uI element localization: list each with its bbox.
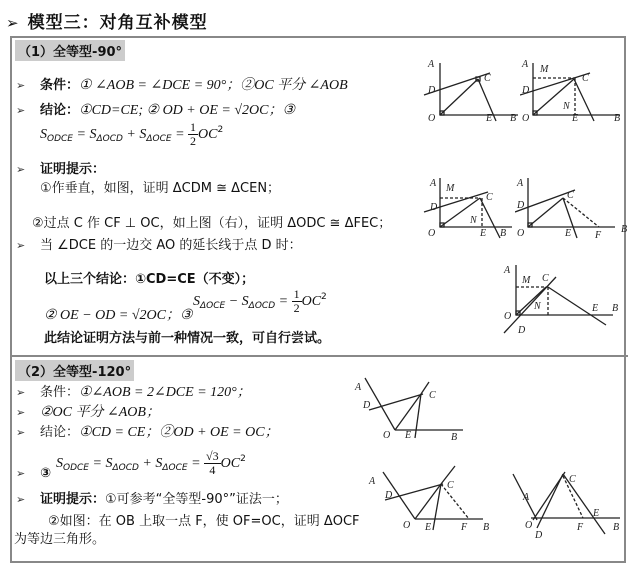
section2-condition1: ➢ 条件：①∠AOB = 2∠DCE = 120°； [16, 385, 251, 400]
arrow-bullet-icon: ➢ [16, 406, 26, 419]
svg-text:N: N [563, 101, 570, 112]
svg-text:C: C [447, 480, 454, 491]
svg-text:C: C [484, 73, 491, 84]
fraction: $\frac{1}{2}$ [190, 120, 197, 148]
svg-text:B: B [614, 113, 621, 124]
svg-text:C: C [542, 273, 549, 284]
svg-text:E: E [572, 113, 579, 124]
svg-text:B: B [612, 303, 619, 314]
figure-120-construction [365, 462, 495, 542]
svg-text:A: A [428, 59, 435, 70]
svg-text:A: A [523, 492, 530, 503]
svg-text:B: B [613, 522, 620, 533]
svg-text:M: M [446, 183, 455, 194]
figure-90-perpendicular [520, 55, 625, 125]
svg-text:O: O [428, 113, 436, 124]
svg-text:D: D [535, 530, 543, 540]
section1-proof-step1: ①作垂直，如图，证明 ΔCDM ≅ ΔCEN； [40, 181, 281, 196]
svg-text:E: E [593, 508, 600, 519]
svg-text:D: D [517, 200, 525, 211]
section1-ext-formula: $S_{\Delta OCE} - S_{\Delta OCD}$ = $\frac{1}{2}$ $OC^2$ [193, 287, 327, 315]
svg-text:E: E [565, 228, 572, 239]
svg-text:D: D [430, 202, 438, 213]
svg-text:N: N [534, 301, 541, 312]
svg-text:B: B [510, 113, 517, 124]
svg-text:O: O [428, 228, 436, 239]
svg-text:O: O [522, 113, 530, 124]
arrow-bullet-icon: ➢ [16, 104, 26, 117]
section2-proof-step2b: 为等边三角形。 [14, 532, 106, 547]
section2-proof-hint: ➢ 证明提示：①可参考“全等型-90°”证法一； [16, 492, 288, 507]
arrow-bullet-icon: ➢ [16, 239, 26, 252]
section2-condition2: ➢ ②OC 平分 ∠AOB； [16, 405, 160, 420]
svg-text:A: A [522, 59, 529, 70]
fraction: $\frac{√3}{4}$ [206, 449, 219, 477]
title-text: 模型三：对角互补模型 [27, 13, 208, 33]
arrow-bullet-icon: ➢ [16, 163, 26, 176]
arrow-bullet-icon: ➢ [16, 79, 26, 92]
figure-120-basic [345, 372, 475, 442]
svg-text:F: F [595, 230, 602, 240]
svg-text:F: F [577, 522, 584, 533]
svg-text:B: B [500, 228, 507, 239]
svg-text:D: D [522, 85, 530, 96]
section1-ext-line2: ② OE − OD = √2OC；③ [44, 308, 193, 323]
svg-text:A: A [430, 178, 437, 189]
svg-text:C: C [567, 190, 574, 201]
svg-text:B: B [621, 224, 628, 235]
figure-90-construction-1 [420, 170, 520, 240]
section2-proof-step2: ②如图：在 OB 上取一点 F，使 OF=OC，证明 ΔOCF [48, 514, 360, 529]
svg-text:F: F [461, 522, 468, 533]
svg-text:E: E [592, 303, 599, 314]
svg-text:M: M [522, 275, 531, 286]
svg-text:O: O [383, 430, 391, 441]
section1-proof-hint: ➢ 证明提示： [16, 162, 106, 177]
svg-text:A: A [504, 265, 511, 276]
svg-text:C: C [569, 474, 576, 485]
section1-label: （1）全等型-90° [15, 40, 125, 61]
svg-text:E: E [480, 228, 487, 239]
svg-text:E: E [486, 113, 493, 124]
svg-text:C: C [486, 192, 493, 203]
svg-text:B: B [483, 522, 490, 533]
figure-90-basic [420, 55, 520, 125]
svg-text:D: D [518, 325, 526, 335]
section2-label: （2）全等型-120° [15, 360, 134, 381]
fraction: $\frac{1}{2}$ [293, 287, 300, 315]
arrow-bullet-icon: ➢ [16, 493, 26, 506]
section1-conclusion: ➢ 结论：①CD=CE; ② OD + OE = √2OC；③ [16, 103, 296, 118]
svg-text:O: O [525, 520, 533, 531]
svg-text:B: B [451, 432, 458, 442]
section2-conclusion: ➢ 结论：①CD = CE；②OD + OE = OC； [16, 425, 279, 440]
svg-text:N: N [470, 215, 477, 226]
section-divider [10, 355, 628, 357]
figure-90-extension [488, 255, 623, 335]
section1-extension: ➢ 当 ∠DCE 的一边交 AO 的延长线于点 D 时： [16, 238, 302, 253]
svg-text:E: E [425, 522, 432, 533]
svg-text:A: A [355, 382, 362, 393]
svg-text:O: O [517, 228, 525, 239]
svg-text:D: D [428, 85, 436, 96]
svg-text:A: A [517, 178, 524, 189]
svg-text:O: O [504, 311, 512, 322]
section1-ext-line1: 以上三个结论：①CD=CE（不变）； [44, 272, 255, 287]
section1-ext-line3: 此结论证明方法与前一种情况一致，可自行尝试。 [44, 331, 331, 346]
svg-text:C: C [582, 73, 589, 84]
arrow-bullet-icon: ➢ [6, 14, 20, 32]
figure-120-extension [505, 470, 625, 540]
arrow-bullet-icon: ➢ [16, 467, 26, 480]
figure-90-construction-2 [515, 170, 630, 240]
arrow-bullet-icon: ➢ [16, 426, 26, 439]
section1-proof-step2: ②过点 C 作 CF ⊥ OC，如上图（右），证明 ΔODC ≅ ΔFEC； [32, 216, 392, 231]
arrow-bullet-icon: ➢ [16, 386, 26, 399]
section1-area-formula: $S_{ODCE} = S_{\Delta OCD} + S_{\Delta OCE}$ = $\frac{1}{2}$ $OC^2$ [40, 120, 224, 148]
section2-area-mark: ➢ ③ [16, 466, 52, 481]
section2-area-formula: $S_{ODCE} = S_{\Delta OCD} + S_{\Delta OCE}$ = $\frac{√3}{4}$ $OC^2$ [56, 449, 246, 477]
svg-text:E: E [405, 430, 412, 441]
svg-text:A: A [369, 476, 376, 487]
page-title [6, 8, 208, 33]
svg-text:D: D [385, 490, 393, 501]
svg-text:O: O [403, 520, 411, 531]
svg-text:D: D [363, 400, 371, 411]
svg-text:M: M [540, 64, 549, 75]
svg-text:C: C [429, 390, 436, 401]
section1-condition: ➢ 条件：① ∠AOB = ∠DCE = 90°；②OC 平分 ∠AOB [16, 78, 348, 93]
